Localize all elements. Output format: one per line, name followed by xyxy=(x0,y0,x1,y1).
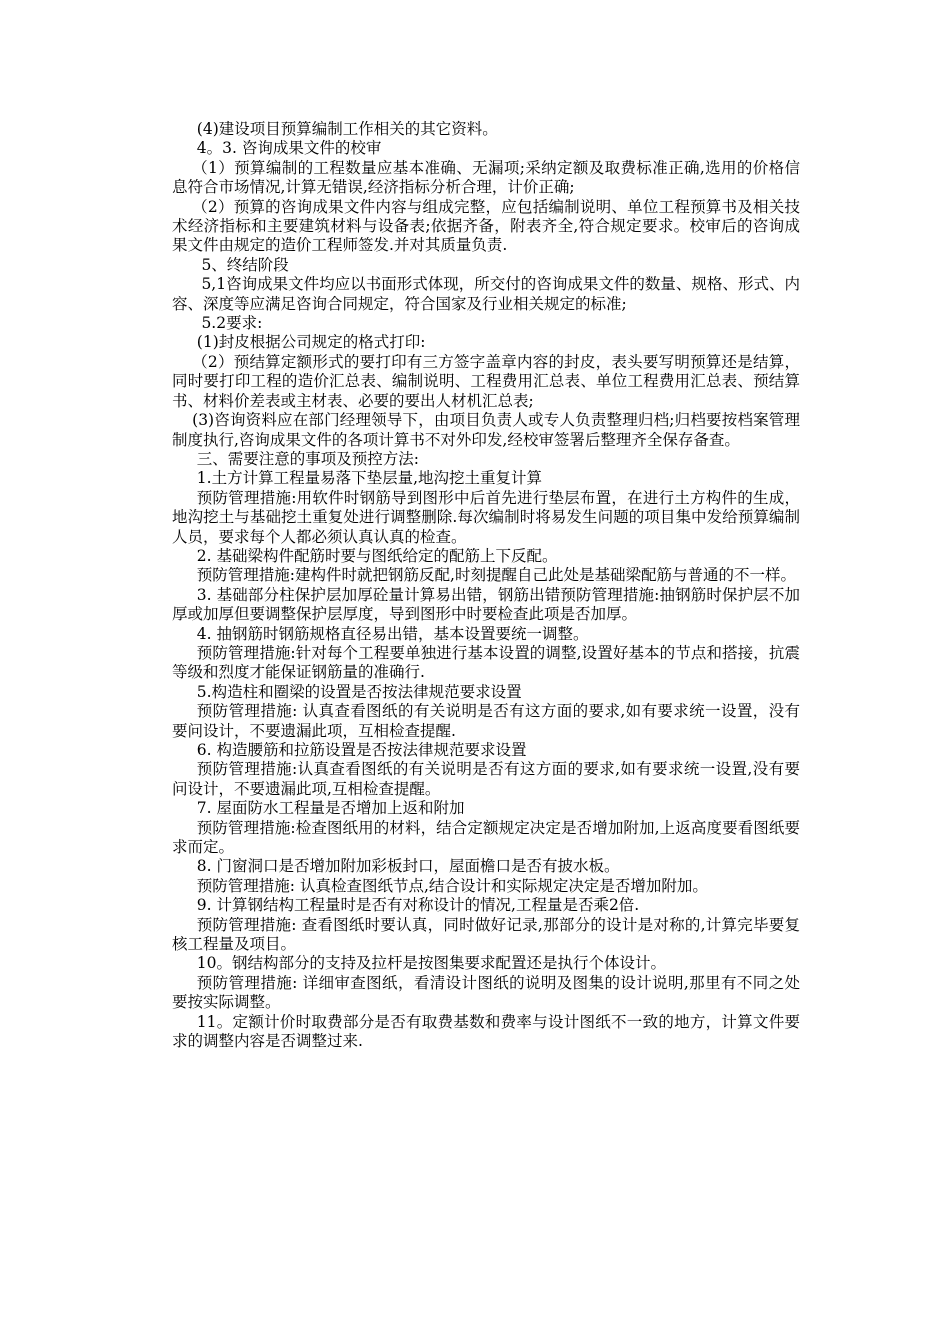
paragraph-26: 预防管理措施: 认真检查图纸节点,结合设计和实际规定决定是否增加附加。 xyxy=(196,876,708,895)
paragraph-8: (1)封皮根据公司规定的格式打印: xyxy=(196,333,426,352)
paragraph-23: 7. 屋面防水工程量是否增加上返和附加 xyxy=(196,799,465,818)
paragraph-30: 预防管理措施: 详细审查图纸，看清设计图纸的说明及图集的设计说明,那里有不同之处要按实际调整。 xyxy=(172,973,800,1012)
paragraph-10: (3)咨询资料应在部门经理领导下，由项目负责人或专人负责整理归档;归档要按档案管理制度执行,咨询成果文件的各项计算书不对外印发,经校审签署后整理齐全保存备查。 xyxy=(172,411,800,449)
paragraph-20: 预防管理措施: 认真查看图纸的有关说明是否有这方面的要求,如有要求统一设置，没有要问设计，不要遗漏此项，互相检查提醒. xyxy=(172,702,800,740)
paragraph-28: 预防管理措施: 查看图纸时要认真，同时做好记录,那部分的设计是对称的,计算完毕要复核工程量及项目。 xyxy=(172,915,800,954)
section-heading-4-3: 4。3. 咨询成果文件的校审 xyxy=(196,139,382,158)
paragraph-1: (4)建设项目预算编制工作相关的其它资料。 xyxy=(196,120,498,138)
paragraph-4: （2）预算的咨询成果文件内容与组成完整，应包括编制说明、单位工程预算书及相关技术经济指标和主要建筑材料与设备表;依据齐备，附表齐全,符合规定要求。校审后的咨询成果文件由规定的造价工程师签发.并对其质量负责. xyxy=(172,197,800,255)
paragraph-25: 8. 门窗洞口是否增加附加彩板封口，屋面檐口是否有披水板。 xyxy=(196,857,620,876)
paragraph-22: 预防管理措施:认真查看图纸的有关说明是否有这方面的要求,如有要求统一设置,没有要问设计，不要遗漏此项,互相检查提醒。 xyxy=(172,760,800,798)
paragraph-13: 预防管理措施:用软件时钢筋导到图形中后首先进行垫层布置，在进行土方构件的生成，地沟挖土与基础挖土重复处进行调整删除.每次编制时将易发生问题的项目集中发给预算编制人员，要求每个人都必须认真认真的检查。 xyxy=(172,488,800,546)
paragraph-29: 10。钢结构部分的支持及拉杆是按图集要求配置还是执行个体设计。 xyxy=(196,954,667,973)
paragraph-9: （2）预结算定额形式的要打印有三方签字盖章内容的封皮，表头要写明预算还是结算，同时要打印工程的造价汇总表、编制说明、工程费用汇总表、单位工程费用汇总表、预结算书、材料价差表或主材表、必要的要出人材机汇总表; xyxy=(172,352,800,410)
document-page xyxy=(172,120,800,1052)
paragraph-24: 预防管理措施:检查图纸用的材料，结合定额规定决定是否增加附加,上返高度要看图纸要求而定。 xyxy=(172,818,800,857)
paragraph-17: 4. 抽钢筋时钢筋规格直径易出错，基本设置要统一调整。 xyxy=(196,624,589,643)
paragraph-15: 预防管理措施:建构件时就把钢筋反配,时刻提醒自己此处是基础梁配筋与普通的不一样。 xyxy=(196,566,796,585)
paragraph-21: 6. 构造腰筋和拉筋设置是否按法律规范要求设置 xyxy=(196,741,527,759)
paragraph-6: 5,1咨询成果文件均应以书面形式体现，所交付的咨询成果文件的数量、规格、形式、内容、深度等应满足咨询合同规定，符合国家及行业相关规定的标准; xyxy=(172,275,800,313)
paragraph-12: 1.土方计算工程量易落下垫层量,地沟挖土重复计算 xyxy=(196,469,543,488)
section-heading-3: 三、需要注意的事项及预控方法: xyxy=(196,449,420,468)
paragraph-3: （1）预算编制的工程数量应基本准确、无漏项;采纳定额及取费标准正确,选用的价格信息符合市场情况,计算无错误,经济指标分析合理，计价正确; xyxy=(172,158,800,197)
paragraph-18: 预防管理措施:针对每个工程要单独进行基本设置的调整,设置好基本的节点和搭接，抗震等级和烈度才能保证钢筋量的准确行. xyxy=(172,643,800,682)
section-heading-5: 5、终结阶段 xyxy=(201,255,289,274)
paragraph-7: 5.2要求: xyxy=(201,314,263,333)
paragraph-31: 11。定额计价时取费部分是否有取费基数和费率与设计图纸不一致的地方，计算文件要求的调整内容是否调整过来. xyxy=(172,1012,800,1051)
paragraph-19: 5.构造柱和圈梁的设置是否按法律规范要求设置 xyxy=(196,682,522,701)
paragraph-14: 2. 基础梁构件配筋时要与图纸给定的配筋上下反配。 xyxy=(196,546,558,565)
paragraph-16: 3. 基础部分柱保护层加厚砼量计算易出错，钢筋出错预防管理措施:抽钢筋时保护层不加厚或加厚但要调整保护层厚度，导到图形中时要检查此项是否加厚。 xyxy=(172,585,800,624)
paragraph-27: 9. 计算钢结构工程量时是否有对称设计的情况,工程量是否乘2倍. xyxy=(196,896,640,915)
